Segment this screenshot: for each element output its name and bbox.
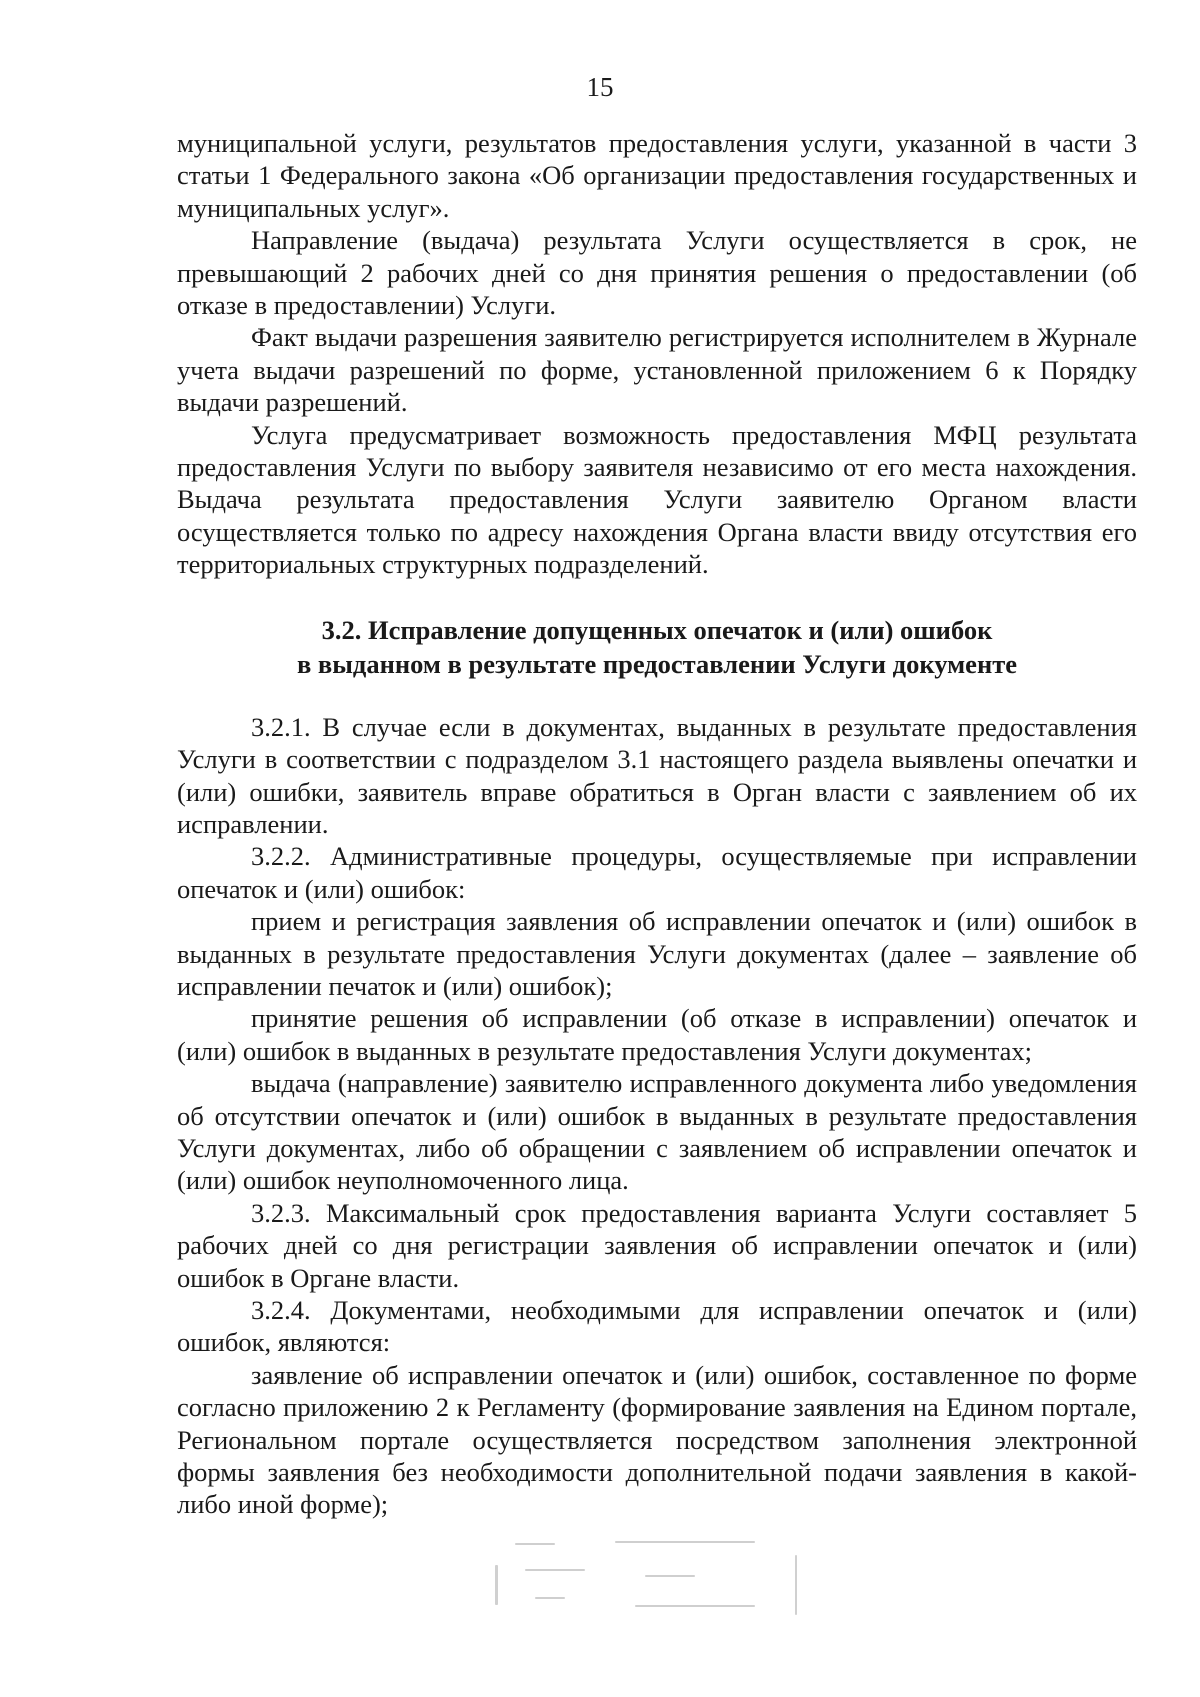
paragraph-3-2-1: 3.2.1. В случае если в документах, выданных в результате предоставления Услуги в соответствии с подразделом 3.1 настоящего раздела выявлены опечатки и (или) ошибки, заявитель вправе обратиться в Орган власти с заявлением об их исправлении.	[177, 711, 1137, 839]
paragraph-3-2-3: 3.2.3. Максимальный срок предоставления варианта Услуги составляет 5 рабочих дней со дня регистрации заявления об исправлении опечаток и (или) ошибок в Органе власти.	[177, 1197, 1137, 1293]
paragraph-procedure-issuance: выдача (направление) заявителю исправленного документа либо уведомления об отсутствии опечаток и (или) ошибок в выданных в результате предоставления Услуги документах, либо об обращении с заявлением об исправлении опечаток и (или) ошибок неуполномоченного лица.	[177, 1068, 1137, 1196]
section-heading-line-2: в выданном в результате предоставлении Услуги документе	[296, 648, 1017, 679]
paragraph-registration-fact: Факт выдачи разрешения заявителю регистрируется исполнителем в Журнале учета выдачи разрешений по форме, установленной приложением 6 к Порядку выдачи разрешений.	[177, 322, 1137, 418]
scan-artifact-stamp	[495, 1535, 835, 1630]
paragraph-procedure-reception: прием и регистрация заявления об исправлении опечаток и (или) ошибок в выданных в результате предоставления Услуги документах (далее – заявление об исправлении печаток и (или) ошибок);	[177, 906, 1137, 1001]
paragraph-application-form: заявление об исправлении опечаток и (или) ошибок, составленное по форме согласно приложению 2 к Регламенту (формирование заявления на Едином портале, Региональном портале осуществляется посредством заполнения электронной формы заявления без необходимости дополнительной подачи заявления в какой-либо иной форме);	[177, 1359, 1137, 1520]
paragraph-procedure-decision: принятие решения об исправлении (об отказе в исправлении) опечаток и (или) ошибок в выданных в результате предоставления Услуги документах;	[177, 1003, 1137, 1066]
paragraph-3-2-4: 3.2.4. Документами, необходимыми для исправлении опечаток и (или) ошибок, являются:	[177, 1295, 1137, 1358]
paragraph-mfc-option: Услуга предусматривает возможность предоставления МФЦ результата предоставления Услуги по выбору заявителя независимо от его места нахождения. Выдача результата предоставления Услуги заявителю Органом власти осуществляется только по адресу нахождения Органа власти ввиду отсутствия его территориальных структурных подразделений.	[177, 419, 1137, 580]
document-body	[177, 127, 1137, 1521]
page-number: 15	[586, 72, 614, 102]
section-heading	[177, 613, 1137, 681]
section-heading-line-1: 3.2. Исправление допущенных опечаток и (или) ошибок	[321, 614, 993, 645]
paragraph-delivery-term: Направление (выдача) результата Услуги осуществляется в срок, не превышающий 2 рабочих дней со дня принятия решения о предоставлении (об отказе в предоставлении) Услуги.	[177, 225, 1137, 321]
paragraph-continuation: муниципальной услуги, результатов предоставления услуги, указанной в части 3 статьи 1 Федерального закона «Об организации предоставления государственных и муниципальных услуг».	[177, 128, 1137, 223]
paragraph-3-2-2: 3.2.2. Административные процедуры, осуществляемые при исправлении опечаток и (или) ошибок:	[177, 841, 1137, 904]
